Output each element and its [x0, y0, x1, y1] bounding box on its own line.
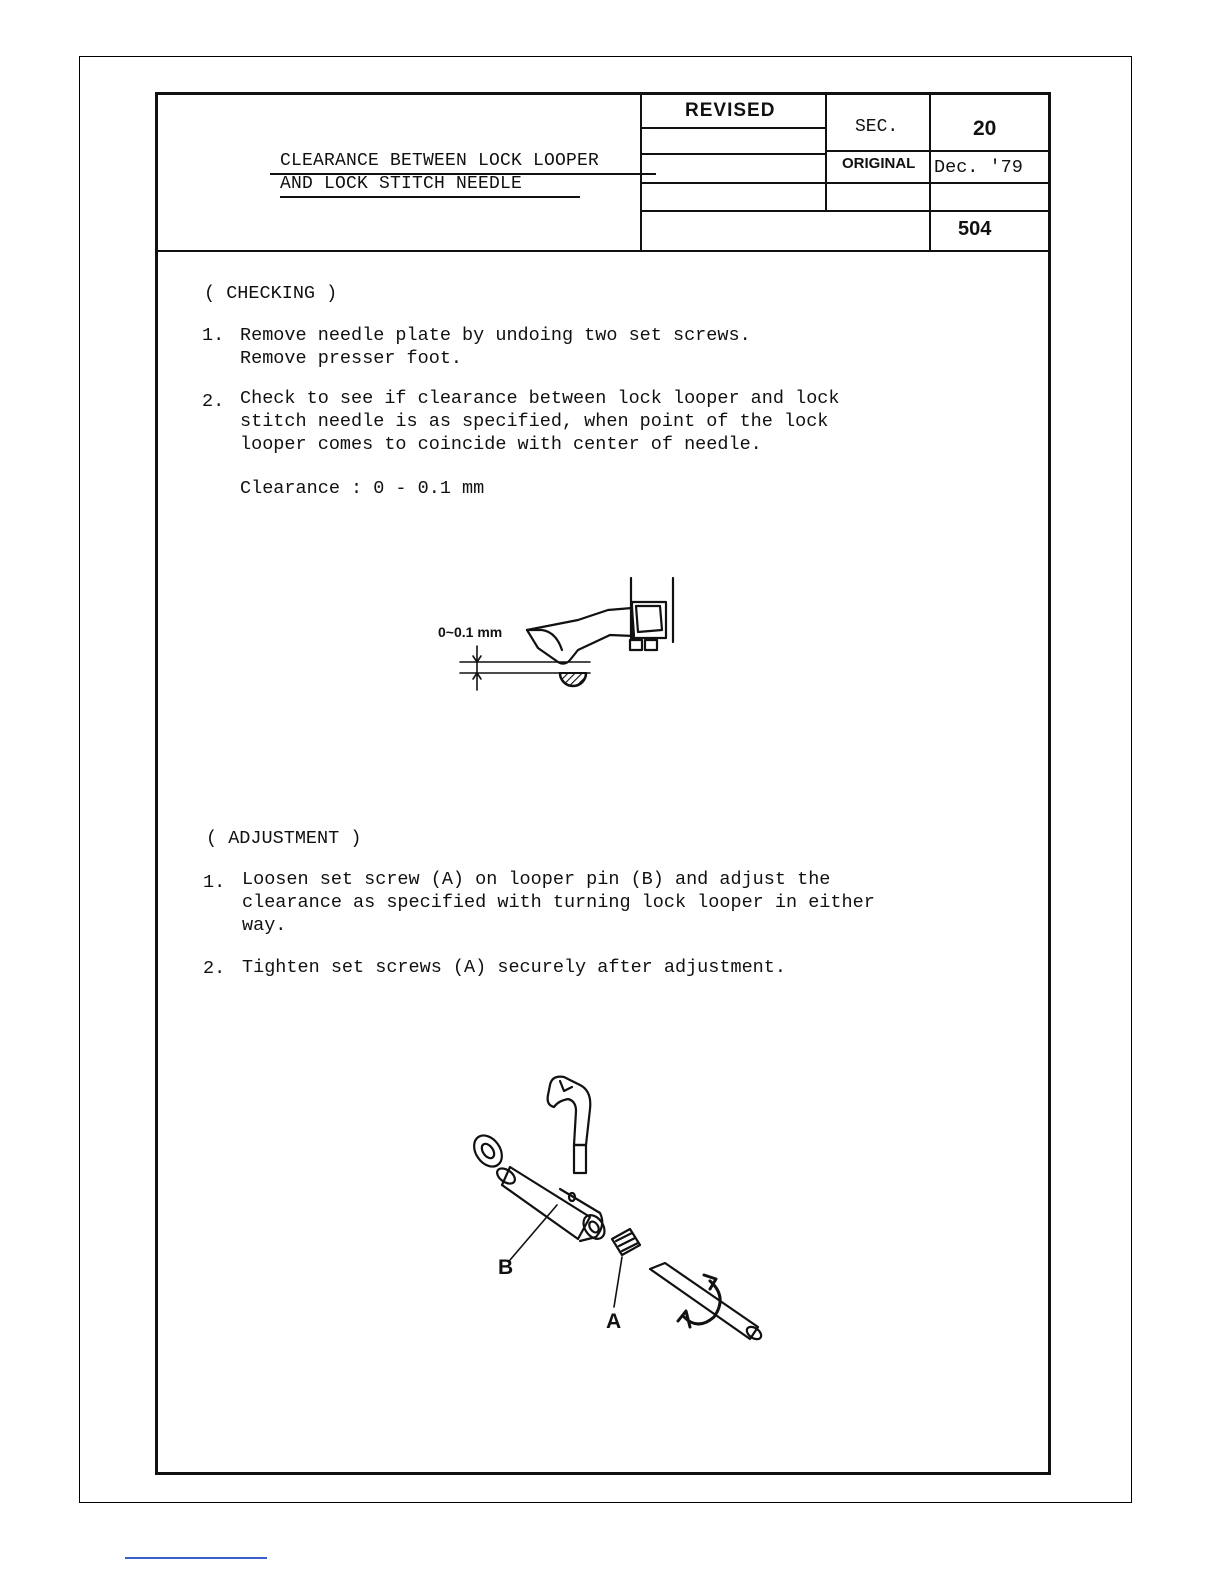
adjustment-step-1-line-2: clearance as specified with turning lock looper in either: [242, 892, 875, 913]
clearance-spec: Clearance : 0 - 0.1 mm: [240, 478, 485, 499]
leader-b: [510, 1205, 557, 1260]
header-hline: [640, 153, 825, 155]
looper-clearance-figure: [430, 570, 700, 710]
revised-label: REVISED: [685, 100, 776, 121]
header-hline: [825, 150, 1048, 152]
adjustment-step-1-line-3: way.: [242, 915, 287, 936]
needle-cross-section: [560, 673, 586, 686]
header-hline: [640, 127, 825, 129]
label-a: A: [606, 1310, 622, 1333]
lock-looper: [548, 1077, 591, 1145]
adjustment-step-2-line-1: Tighten set screws (A) securely after adjustment.: [242, 957, 786, 978]
sec-value: 20: [973, 117, 997, 140]
clearance-figure-label: 0~0.1 mm: [438, 624, 503, 640]
sec-label: SEC.: [855, 117, 899, 137]
header-divider: [158, 250, 1048, 252]
holder-screw-2: [645, 640, 657, 650]
original-date: Dec. '79: [934, 157, 1023, 178]
bottom-link-underline: [125, 1557, 267, 1559]
label-b: B: [498, 1256, 514, 1279]
holder-screw-1: [630, 640, 642, 650]
adjustment-step-2-number: 2.: [203, 958, 226, 979]
leader-a: [614, 1257, 622, 1307]
adjustment-heading: ( ADJUSTMENT ): [206, 828, 362, 849]
checking-step-2-number: 2.: [202, 391, 225, 412]
page-number: 504: [958, 218, 992, 240]
header-vline-3: [929, 95, 931, 250]
header-vline-2: [825, 95, 827, 210]
checking-step-1-line-2: Remove presser foot.: [240, 348, 463, 369]
checking-step-1-line-1: Remove needle plate by undoing two set screws.: [240, 325, 751, 346]
checking-heading: ( CHECKING ): [204, 283, 338, 304]
checking-step-2-line-3: looper comes to coincide with center of needle.: [240, 434, 762, 455]
looper-shank: [574, 1145, 586, 1173]
header-hline: [640, 210, 1048, 212]
original-label: ORIGINAL: [842, 155, 916, 172]
looper-body: [527, 608, 634, 664]
adjustment-step-1-line-1: Loosen set screw (A) on looper pin (B) and adjust the: [242, 869, 831, 890]
washer: [468, 1130, 507, 1172]
header-hline: [640, 182, 1048, 184]
checking-step-2-line-2: stitch needle is as specified, when point of the lock: [240, 411, 829, 432]
title-underline-2: [280, 196, 580, 198]
checking-step-1-number: 1.: [202, 325, 225, 346]
looper-holder-inner: [636, 606, 662, 632]
checking-step-2-line-1: Check to see if clearance between lock looper and lock: [240, 388, 840, 409]
adjustment-step-1-number: 1.: [203, 872, 226, 893]
doc-title-line-2: AND LOCK STITCH NEEDLE: [280, 174, 523, 194]
doc-title-line-1: CLEARANCE BETWEEN LOCK LOOPER: [280, 151, 600, 171]
